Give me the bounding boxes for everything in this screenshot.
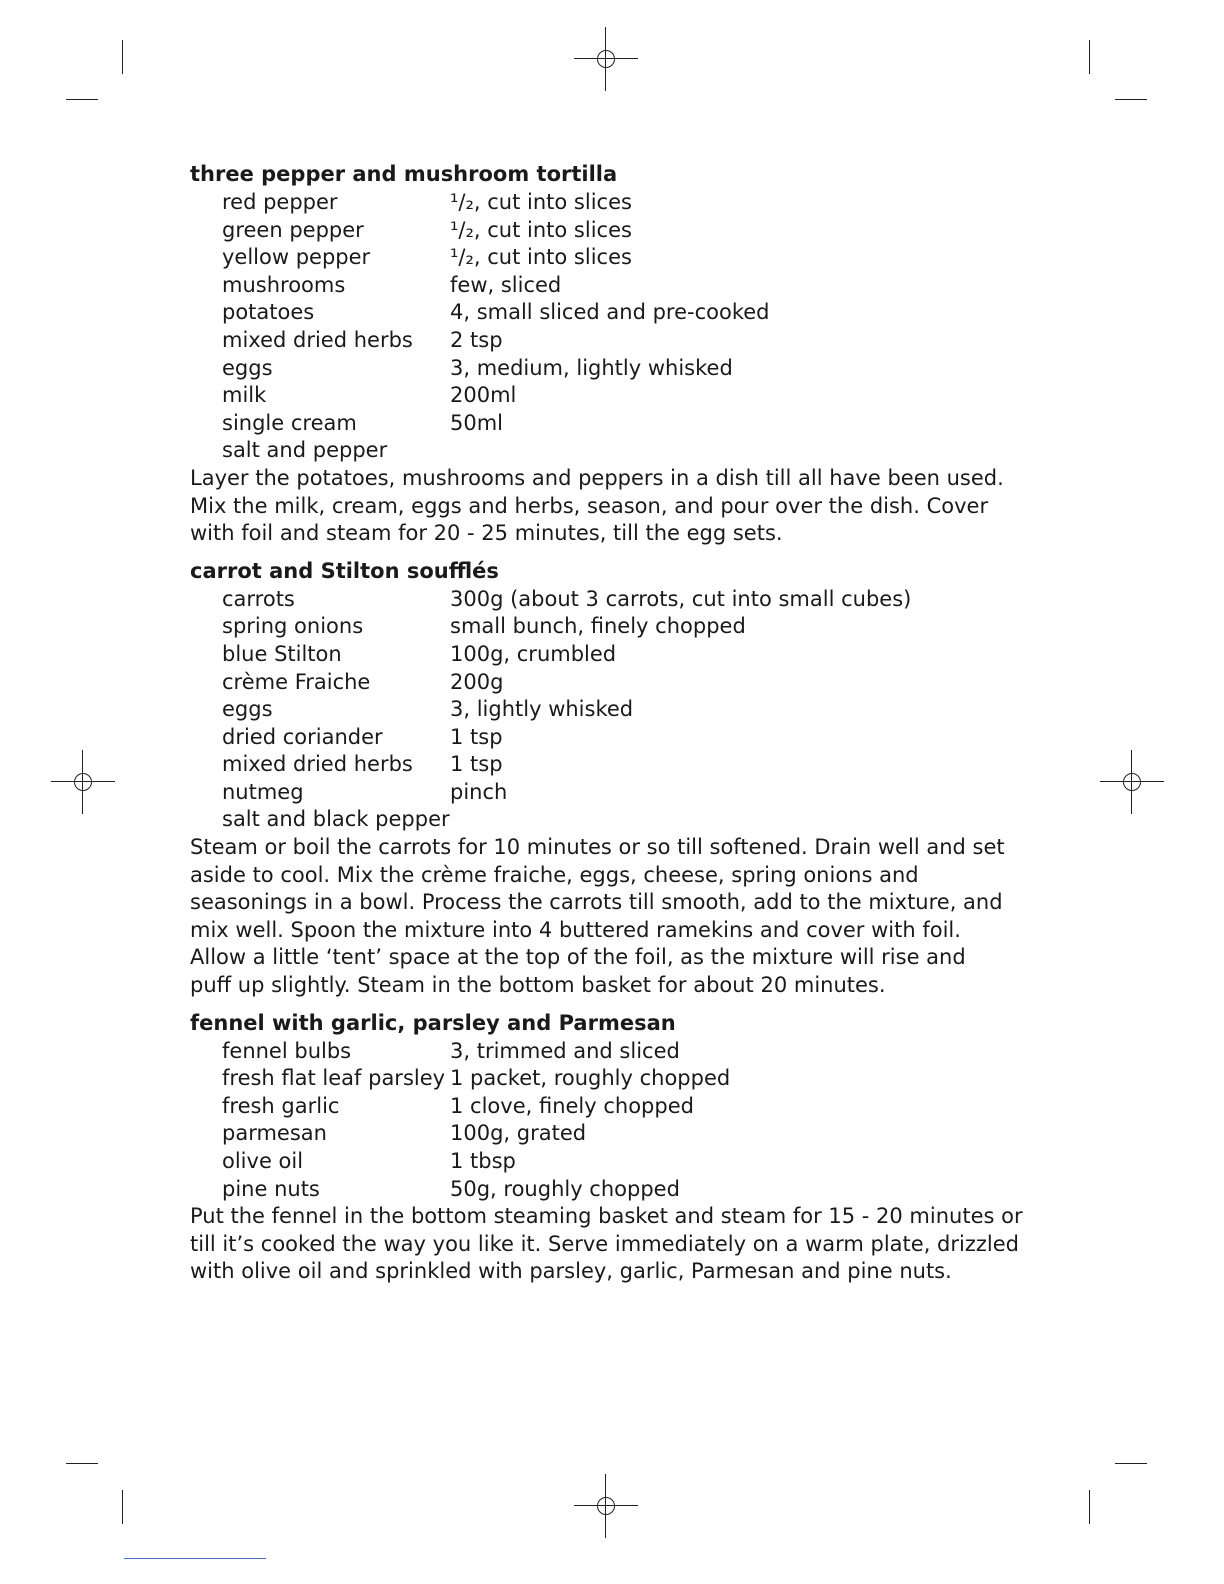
ingredient-name: eggs [222, 355, 273, 380]
ingredient-amount: 300g (about 3 carrots, cut into small cubes) [450, 586, 912, 611]
ingredient-row [190, 1093, 1030, 1121]
ingredient-name: fennel bulbs [222, 1038, 352, 1063]
recipe-page [190, 160, 1030, 1295]
ingredient-name: fresh flat leaf parsley [222, 1066, 446, 1091]
registration-mark-icon [1112, 762, 1152, 802]
ingredient-amount: 3, trimmed and sliced [450, 1038, 680, 1063]
ingredient-amount: ¹/₂, cut into slices [450, 190, 632, 214]
ingredient-name: potatoes [222, 300, 315, 325]
ingredient-name: spring onions [222, 614, 364, 639]
recipe-title: fennel with garlic, parsley and Parmesan [190, 1010, 676, 1035]
ingredient-amount: ¹/₂, cut into slices [450, 217, 632, 242]
recipe-souffles [190, 557, 1030, 1000]
ingredient-amount: 100g, crumbled [450, 641, 617, 666]
ingredient-name: parmesan [222, 1121, 327, 1146]
ingredient-row [190, 724, 1030, 752]
ingredient-name: olive oil [222, 1149, 304, 1173]
ingredient-row [190, 189, 1030, 217]
ingredient-row [190, 779, 1030, 807]
ingredient-amount: 1 tbsp [450, 1149, 516, 1173]
ingredient-row [190, 586, 1030, 614]
method-line: with foil and steam for 20 - 25 minutes, till the egg sets. [190, 521, 783, 546]
recipe-tortilla [190, 160, 1030, 548]
ingredient-name: pine nuts [222, 1176, 320, 1201]
crop-mark [66, 99, 98, 100]
ingredient-name: red pepper [222, 190, 338, 214]
ingredient-amount: 3, medium, lightly whisked [450, 355, 733, 380]
crop-mark [1115, 99, 1147, 100]
ingredient-name: single cream [222, 410, 357, 435]
ingredient-row [190, 244, 1030, 272]
ingredient-row [190, 751, 1030, 779]
recipe-fennel [190, 1009, 1030, 1286]
crop-mark [122, 1490, 123, 1524]
method-line: Layer the potatoes, mushrooms and peppers in a dish till all have been used. [190, 465, 1004, 490]
ingredient-name: yellow pepper [222, 245, 371, 270]
crop-mark [66, 1463, 98, 1464]
ingredient-amount: 1 clove, finely chopped [450, 1093, 694, 1118]
ingredient-row [190, 299, 1030, 327]
ingredient-row [190, 327, 1030, 355]
ingredient-amount: 50ml [450, 410, 504, 435]
crop-mark [1089, 1490, 1090, 1524]
ingredient-row [190, 1176, 1030, 1204]
method-line: Allow a little ‘tent’ space at the top of the foil, as the mixture will rise and [190, 945, 966, 970]
ingredient-amount: ¹/₂, cut into slices [450, 245, 632, 270]
ingredient-amount: 200g [450, 669, 504, 694]
crop-mark [1089, 40, 1090, 74]
ingredient-amount: pinch [450, 779, 508, 804]
ingredient-amount: 2 tsp [450, 327, 503, 352]
method-line: Put the fennel in the bottom steaming basket and steam for 15 - 20 minutes or [190, 1204, 1023, 1229]
registration-mark-icon [63, 762, 103, 802]
method-line: Steam or boil the carrots for 10 minutes or so till softened. Drain well and set [190, 835, 1005, 860]
registration-mark-icon [586, 1486, 626, 1526]
ingredient-name: nutmeg [222, 779, 304, 804]
ingredient-name: mixed dried herbs [222, 752, 413, 777]
ingredient-row [190, 1148, 1030, 1176]
ingredient-row [190, 669, 1030, 697]
method-line: seasonings in a bowl. Process the carrots till smooth, add to the mixture, and [190, 890, 1003, 915]
method-line: aside to cool. Mix the crème fraiche, eggs, cheese, spring onions and [190, 862, 919, 887]
ingredient-name: blue Stilton [222, 641, 342, 666]
ingredient-row [190, 1065, 1030, 1093]
method-line: Mix the milk, cream, eggs and herbs, season, and pour over the dish. Cover [190, 493, 989, 518]
ingredient-amount: 200ml [450, 383, 517, 408]
ingredient-row [190, 410, 1030, 438]
ingredient-row [190, 382, 1030, 410]
ingredient-amount: 1 packet, roughly chopped [450, 1066, 731, 1091]
ingredient-row [190, 641, 1030, 669]
ingredient-row [190, 1038, 1030, 1066]
ingredient-row [190, 272, 1030, 300]
method-line: till it’s cooked the way you like it. Serve immediately on a warm plate, drizzled [190, 1231, 1019, 1256]
crop-mark [1115, 1463, 1147, 1464]
ingredient-row [190, 806, 1030, 834]
ingredient-row [190, 1120, 1030, 1148]
ingredient-row [190, 217, 1030, 245]
crop-mark [122, 40, 123, 74]
ingredient-name: fresh garlic [222, 1093, 340, 1118]
ingredient-name: carrots [222, 586, 295, 611]
ingredient-amount: 3, lightly whisked [450, 697, 634, 722]
ingredient-name: milk [222, 383, 267, 408]
recipe-title: three pepper and mushroom tortilla [190, 162, 618, 186]
ingredient-row [190, 696, 1030, 724]
registration-mark-icon [586, 39, 626, 79]
recipe-title: carrot and Stilton soufflés [190, 558, 499, 583]
ingredient-name: green pepper [222, 217, 364, 242]
method-line: mix well. Spoon the mixture into 4 buttered ramekins and cover with foil. [190, 917, 961, 942]
ingredient-name: mixed dried herbs [222, 327, 413, 352]
ingredient-name: dried coriander [222, 724, 383, 749]
ingredient-amount: 100g, grated [450, 1121, 587, 1146]
ingredient-name: salt and pepper [222, 438, 388, 463]
ingredient-name: crème Fraiche [222, 669, 371, 694]
ingredient-row [190, 355, 1030, 383]
method-line: puff up slightly. Steam in the bottom basket for about 20 minutes. [190, 973, 886, 998]
ingredient-amount: 50g, roughly chopped [450, 1176, 680, 1201]
ingredient-amount: 1 tsp [450, 724, 503, 749]
divider [124, 1558, 266, 1559]
ingredient-row [190, 437, 1030, 465]
ingredient-amount: few, sliced [450, 272, 562, 297]
method-line: with olive oil and sprinkled with parsley, garlic, Parmesan and pine nuts. [190, 1259, 952, 1284]
ingredient-amount: small bunch, finely chopped [450, 614, 746, 639]
ingredient-amount: 4, small sliced and pre-cooked [450, 300, 770, 325]
ingredient-row [190, 613, 1030, 641]
ingredient-name: salt and black pepper [222, 807, 450, 832]
ingredient-name: mushrooms [222, 272, 346, 297]
ingredient-name: eggs [222, 697, 273, 722]
ingredient-amount: 1 tsp [450, 752, 503, 777]
